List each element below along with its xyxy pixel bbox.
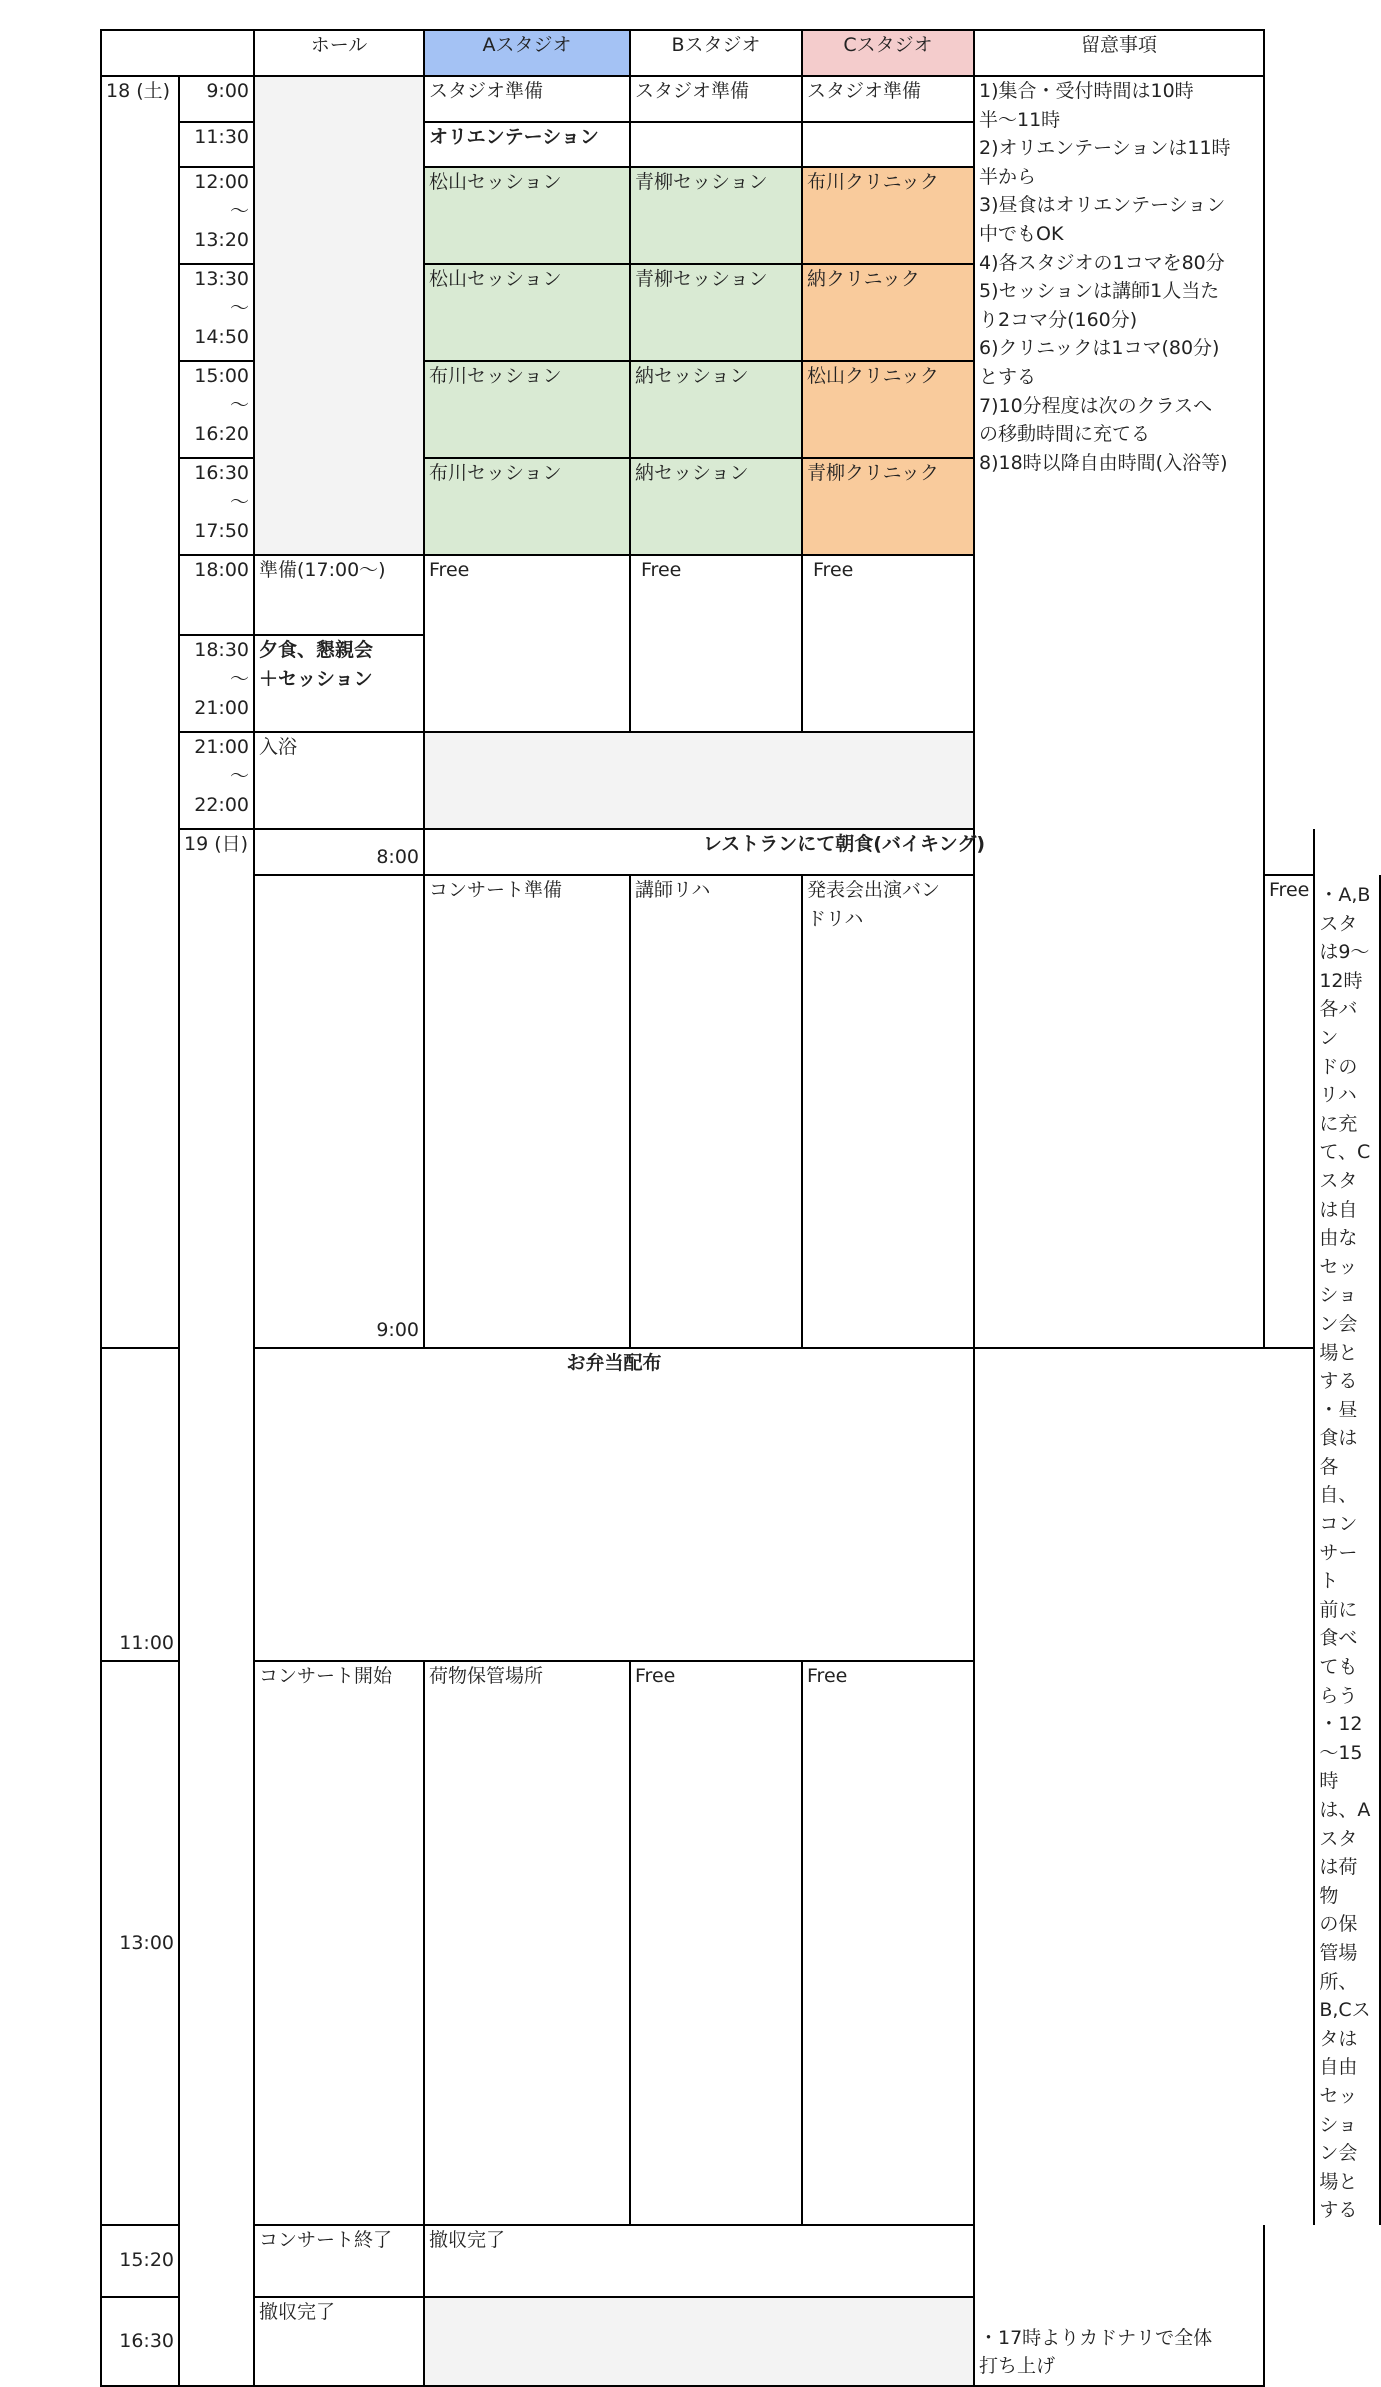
- time-slot3: [179, 361, 254, 458]
- schedule-table: [100, 29, 1381, 2387]
- slot3-studio-c: 松山クリニック: [802, 361, 974, 458]
- hall-concert-start: コンサート開始: [254, 1661, 424, 2225]
- day1-label: 18 (土): [101, 76, 179, 1348]
- day2-note-line: ・昼食は各自、コンサート: [1319, 1398, 1358, 1593]
- studio-b-band-rehearsal-line1: 発表会出演バン: [807, 879, 941, 901]
- time-slot3-end: 16:20: [194, 423, 249, 445]
- time-1800: 18:00: [179, 555, 254, 635]
- day1-note-line: り2コマ分(160分): [979, 308, 1138, 331]
- day1-note-line: 中でもOK: [979, 222, 1064, 245]
- hall-dinner-line1: 夕食、懇親会: [259, 639, 374, 661]
- studios-empty-1630: [424, 2297, 974, 2386]
- slot4-studio-b: 納セッション: [630, 458, 802, 555]
- header-studio-c: Cスタジオ: [802, 30, 974, 76]
- studio-a-storage: 荷物保管場所: [424, 1661, 630, 2225]
- studios-cleanup-done: 撤収完了: [424, 2225, 974, 2297]
- time-d2-0900: 9:00: [254, 875, 424, 1348]
- day1-note-line: とする: [979, 365, 1037, 388]
- time-0800: 8:00: [254, 829, 424, 875]
- time-dinner-sep: ～: [229, 668, 249, 690]
- time-slot1-end: 13:20: [194, 229, 249, 251]
- day1-note-line: の移動時間に充てる: [979, 423, 1151, 446]
- slot4-studio-c: 青柳クリニック: [802, 458, 974, 555]
- slot1-studio-c: 布川クリニック: [802, 167, 974, 264]
- day1-note-line: 4)各スタジオの1コマを80分: [979, 251, 1225, 274]
- breakfast: レストランにて朝食(バイキング): [424, 829, 1264, 875]
- bento: お弁当配布: [254, 1348, 974, 1661]
- slot1-studio-b: 青柳セッション: [630, 167, 802, 264]
- free-studio-c: Free: [802, 555, 974, 732]
- time-slot4-sep: ～: [229, 491, 249, 513]
- time-1300: 13:00: [101, 1661, 179, 2225]
- time-1630: 16:30: [101, 2297, 179, 2386]
- time-bath-end: 22:00: [194, 794, 249, 816]
- day1-note-line: 7)10分程度は次のクラスへ: [979, 394, 1213, 417]
- studio-b-empty-1130: [630, 122, 802, 167]
- hall-concert-end: コンサート終了: [254, 2225, 424, 2297]
- day1-notes: [974, 76, 1264, 1348]
- day2-note-line: ・12～15時は、Aスタは荷物: [1319, 1713, 1371, 1907]
- slot4-studio-a: 布川セッション: [424, 458, 630, 555]
- day2-label: 19 (日): [179, 829, 254, 2386]
- notes-blank: [1264, 829, 1314, 875]
- studio-c-free-1300: Free: [802, 1661, 974, 2225]
- header-blank: [101, 30, 254, 76]
- studio-c-empty-1130: [802, 122, 974, 167]
- studio-b-prep: スタジオ準備: [630, 76, 802, 122]
- time-slot2: [179, 264, 254, 361]
- time-slot1: [179, 167, 254, 264]
- day1-note-line: 3)昼食はオリエンテーション: [979, 194, 1226, 217]
- time-1130: 11:30: [179, 122, 254, 167]
- studio-b-free-1300: Free: [630, 1661, 802, 2225]
- day2-note-line: ・A,Bスタは9～12時各バン: [1319, 884, 1371, 1049]
- time-slot2-sep: ～: [229, 297, 249, 319]
- day2-note-party-line: 打ち上げ: [979, 2355, 1056, 2378]
- studios-empty-bath: [424, 732, 974, 829]
- hall-prep: 準備(17:00～): [254, 555, 424, 635]
- slot2-studio-c: 納クリニック: [802, 264, 974, 361]
- time-dinner: [179, 635, 254, 732]
- slot3-studio-b: 納セッション: [630, 361, 802, 458]
- day2-note-line: の保管場所、B,Cスタは自由: [1319, 1913, 1371, 2079]
- day2-note-line: セッション会場とする: [1319, 2084, 1358, 2222]
- time-slot1-start: 12:00: [194, 171, 249, 193]
- hall-concert-prep: コンサート準備: [424, 875, 630, 1348]
- free-studio-b: Free: [630, 555, 802, 732]
- slot2-studio-a: 松山セッション: [424, 264, 630, 361]
- header-studio-a: Aスタジオ: [424, 30, 630, 76]
- time-dinner-end: 21:00: [194, 697, 249, 719]
- time-bath-sep: ～: [229, 765, 249, 787]
- time-dinner-start: 18:30: [194, 639, 249, 661]
- day1-note-line: 6)クリニックは1コマ(80分): [979, 337, 1220, 360]
- free-studio-a: Free: [424, 555, 630, 732]
- slot3-studio-a: 布川セッション: [424, 361, 630, 458]
- day2-note-party-line: ・17時よりカドナリで全体: [979, 2326, 1213, 2349]
- time-slot4-start: 16:30: [194, 462, 249, 484]
- time-slot2-start: 13:30: [194, 268, 249, 290]
- slot1-studio-a: 松山セッション: [424, 167, 630, 264]
- day2-note-line: ドのリハに充て、Cスタは自: [1319, 1055, 1371, 1221]
- header-studio-b: Bスタジオ: [630, 30, 802, 76]
- time-slot1-sep: ～: [229, 200, 249, 222]
- hall-cleanup-done: 撤収完了: [254, 2297, 424, 2386]
- hall-empty-morning: [254, 76, 424, 555]
- time-slot3-sep: ～: [229, 394, 249, 416]
- time-1520: 15:20: [101, 2225, 179, 2297]
- day1-note-line: 半～11時: [979, 108, 1061, 131]
- day1-note-line: 5)セッションは講師1人当た: [979, 280, 1220, 303]
- studio-c-prep: スタジオ準備: [802, 76, 974, 122]
- day1-note-line: 8)18時以降自由時間(入浴等): [979, 451, 1228, 474]
- day2-notes-party: [974, 2225, 1264, 2386]
- time-slot2-end: 14:50: [194, 326, 249, 348]
- time-bath-start: 21:00: [194, 736, 249, 758]
- day1-note-line: 半から: [979, 165, 1037, 188]
- hall-dinner-line2: ＋セッション: [259, 668, 373, 690]
- time-slot4-end: 17:50: [194, 520, 249, 542]
- time-1100: 11:00: [101, 1348, 179, 1661]
- day2-note-line: 由なセッション会場とする: [1319, 1227, 1358, 1393]
- time-slot4: [179, 458, 254, 555]
- time-bath: [179, 732, 254, 829]
- studio-c-free-0900: Free: [1264, 875, 1314, 1348]
- time-0900: 9:00: [179, 76, 254, 122]
- studio-b-band-rehearsal: [802, 875, 974, 1348]
- day1-note-line: 1)集合・受付時間は10時: [979, 80, 1194, 102]
- hall-dinner: [254, 635, 424, 732]
- day1-note-line: 2)オリエンテーションは11時: [979, 137, 1231, 160]
- studio-b-band-rehearsal-line2: ドリハ: [807, 908, 864, 930]
- day2-notes: [1314, 875, 1380, 2225]
- hall-bath: 入浴: [254, 732, 424, 829]
- studio-a-rehearsal: 講師リハ: [630, 875, 802, 1348]
- time-slot3-start: 15:00: [194, 365, 249, 387]
- header-hall: ホール: [254, 30, 424, 76]
- studio-a-prep: スタジオ準備: [424, 76, 630, 122]
- orientation: オリエンテーション: [424, 122, 630, 167]
- day2-note-line: 前に食べてもらう: [1319, 1598, 1358, 1707]
- header-notes: 留意事項: [974, 30, 1264, 76]
- slot2-studio-b: 青柳セッション: [630, 264, 802, 361]
